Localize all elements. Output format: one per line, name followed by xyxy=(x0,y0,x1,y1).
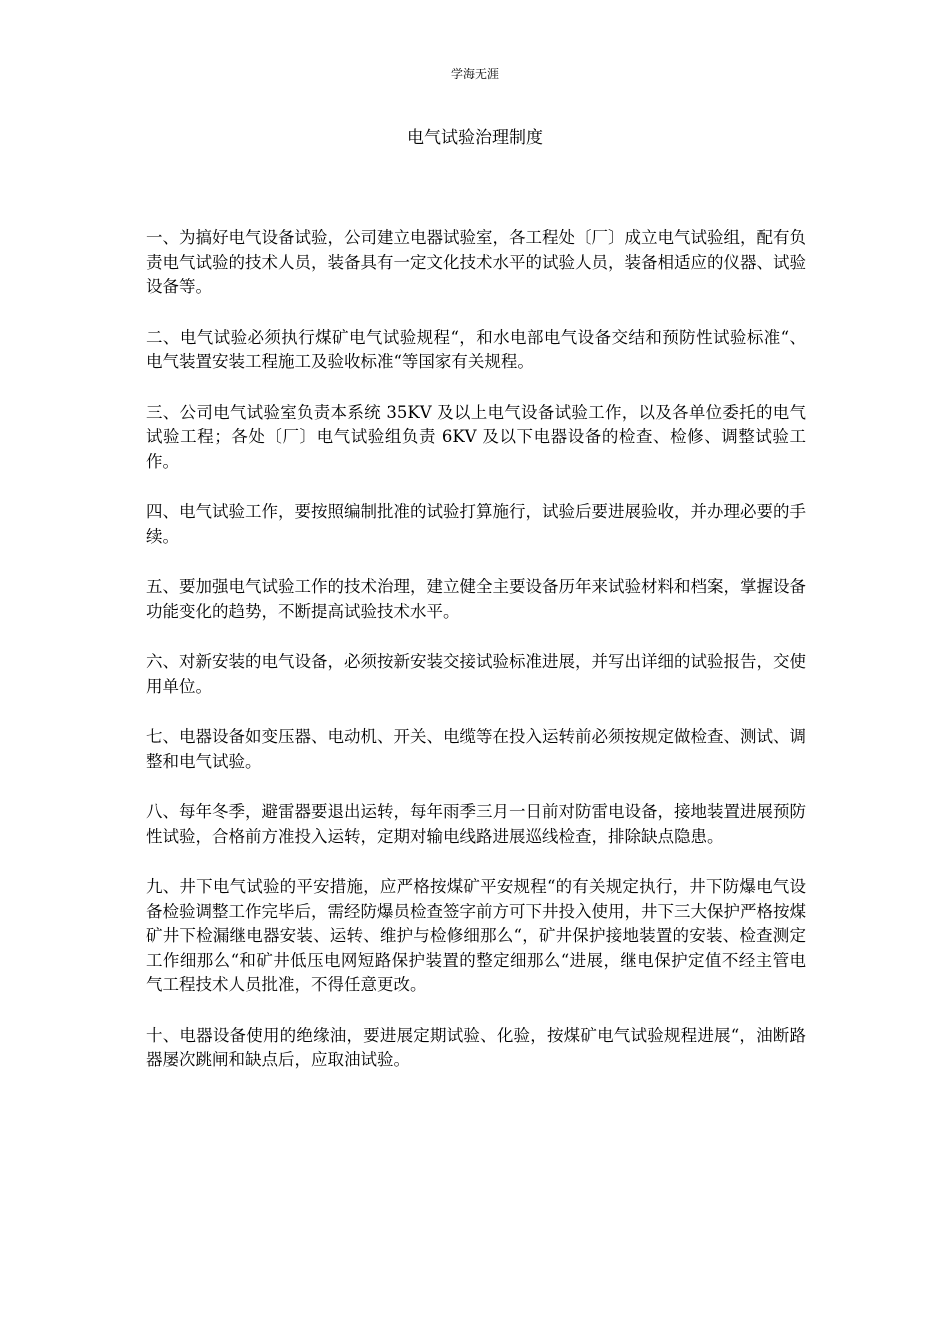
paragraph-5: 五、要加强电气试验工作的技术治理，建立健全主要设备历年来试验材料和档案，掌握设备功能变化的趋势，不断提高试验技术水平。 xyxy=(146,577,806,621)
paragraph-7: 七、电器设备如变压器、电动机、开关、电缆等在投入运转前必须按规定做检查、测试、调整和电气试验。 xyxy=(146,727,806,771)
paragraph-9: 九、井下电气试验的平安措施，应严格按煤矿平安规程“的有关规定执行，井下防爆电气设备检验调整工作完毕后，需经防爆员检查签字前方可下井投入使用，井下三大保护严格按煤矿井下检漏继电器安装、运转、维护与检修细那么“，矿井保护接地装置的安装、检查测定工作细那么“和矿井低压电网短路保护装置的整定细那么“进展，继电保护定值不经主管电气工程技术人员批准，不得任意更改。 xyxy=(146,877,806,994)
paragraph-8: 八、每年冬季，避雷器要退出运转，每年雨季三月一日前对防雷电设备，接地装置进展预防性试验，合格前方准投入运转，定期对输电线路进展巡线检查，排除缺点隐患。 xyxy=(146,802,806,846)
paragraph-6: 六、对新安装的电气设备，必须按新安装交接试验标准进展，并写出详细的试验报告，交使用单位。 xyxy=(146,652,806,696)
paragraph-10: 十、电器设备使用的绝缘油，要进展定期试验、化验，按煤矿电气试验规程进展“，油断路器屡次跳闸和缺点后，应取油试验。 xyxy=(146,1025,806,1069)
page-header: 学海无涯 xyxy=(450,67,499,81)
paragraph-2: 二、电气试验必须执行煤矿电气试验规程“，和水电部电气设备交结和预防性试验标准“、电气装置安装工程施工及验收标准“等国家有关规程。 xyxy=(146,327,806,371)
paragraph-1: 一、为搞好电气设备试验，公司建立电器试验室，各工程处〔厂〕成立电气试验组，配有负责电气试验的技术人员，装备具有一定文化技术水平的试验人员，装备相适应的仪器、试验设备等。 xyxy=(146,228,806,296)
paragraph-3: 三、公司电气试验室负责本系统 35KV 及以上电气设备试验工作，以及各单位委托的电气试验工程；各处〔厂〕电气试验组负责 6KV 及以下电器设备的检查、检修、调整试验工作。 xyxy=(146,402,806,471)
paragraph-4: 四、电气试验工作，要按照编制批准的试验打算施行，试验后要进展验收，并办理必要的手续。 xyxy=(146,502,806,546)
document-title: 电气试验治理制度 xyxy=(407,128,543,148)
document-body xyxy=(146,226,806,1099)
